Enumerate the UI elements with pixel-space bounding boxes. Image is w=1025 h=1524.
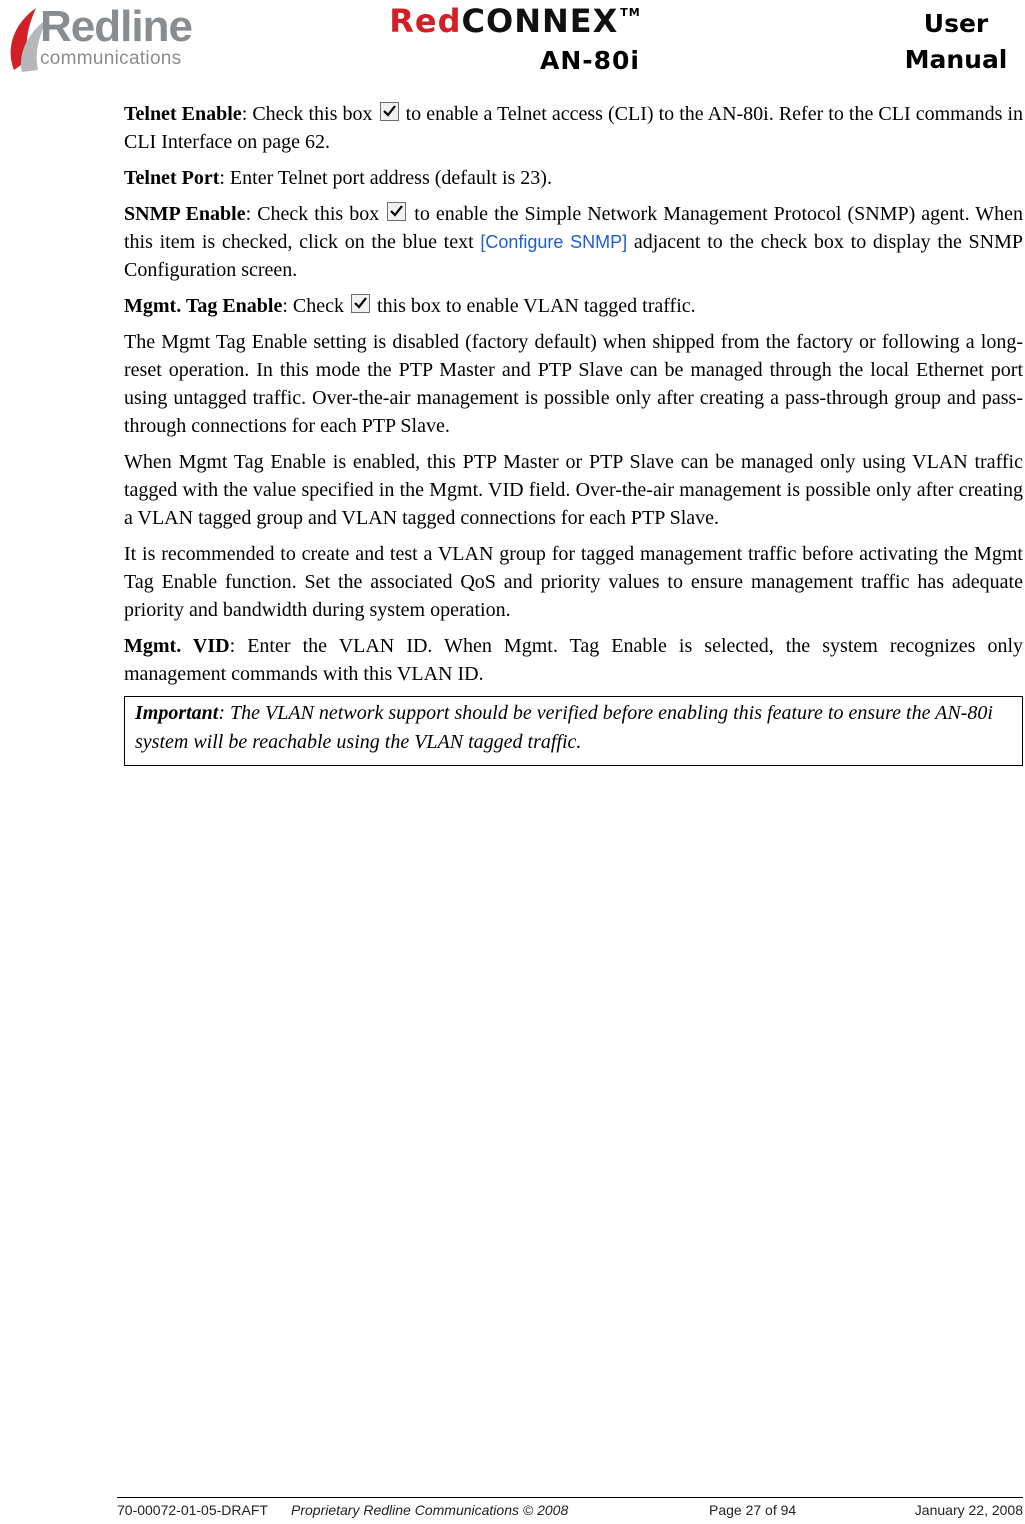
telnet-port-paragraph	[124, 164, 1023, 192]
manual-label-line1: User	[923, 9, 989, 38]
product-name	[300, 2, 730, 40]
checkbox-checked-icon	[387, 202, 406, 221]
product-name-dark: CONNEX	[461, 2, 619, 40]
mgmt-tag-enable-text-after: this box to enable VLAN tagged traffic.	[372, 295, 696, 317]
mgmt-tag-disabled-paragraph: The Mgmt Tag Enable setting is disabled (factory default) when shipped from the factory or following a long-reset operation. In this mode the PTP Master and PTP Slave can be managed through the local Ethernet port using untagged traffic. Over-the-air management is possible only after creating a pass-through group and pass-through connections for each PTP Slave.	[124, 331, 1023, 437]
mgmt-tag-enable-paragraph	[124, 292, 1023, 320]
snmp-enable-term: SNMP Enable	[124, 203, 246, 225]
snmp-enable-text-middle: to enable the Simple Network Management Protocol (SNMP) agent. When this item is checked, click on the blue text	[124, 203, 1024, 253]
mgmt-tag-enable-text-before: : Check	[282, 295, 350, 317]
vlan-recommendation-paragraph: It is recommended to create and test a VLAN group for tagged management traffic before activating the Mgmt Tag Enable function. Set the associated QoS and priority values to ensure management traffic has adequate priority and bandwidth during system operation.	[124, 543, 1023, 621]
page-header	[0, 0, 1025, 95]
mgmt-vid-term: Mgmt. VID	[124, 635, 230, 657]
important-text: : The VLAN network support should be verified before enabling this feature to ensure the AN-80i system will be reachable using the VLAN tagged traffic.	[135, 702, 993, 753]
mgmt-vid-paragraph	[124, 632, 1023, 688]
logo-wordmark: Redline	[40, 2, 192, 51]
footer-page-number: Page 27 of 94	[709, 1502, 797, 1518]
mgmt-tag-enable-term: Mgmt. Tag Enable	[124, 295, 283, 317]
configure-snmp-link[interactable]: [Configure SNMP]	[480, 232, 628, 252]
product-name-red: Red	[389, 2, 462, 40]
telnet-enable-text-after: to enable a Telnet access (CLI) to the AN-80i. Refer to the CLI commands in CLI Interface on page 62.	[124, 103, 1024, 153]
snmp-enable-text-before: : Check this box	[245, 203, 386, 225]
checkbox-checked-icon	[351, 294, 370, 313]
page-footer	[117, 1502, 1023, 1522]
product-model: AN-80i	[539, 46, 640, 75]
redline-logo	[0, 0, 215, 80]
important-term: Important	[135, 702, 219, 724]
trademark-mark: TM	[620, 6, 641, 19]
telnet-port-text: : Enter Telnet port address (default is 23).	[219, 167, 552, 189]
snmp-enable-paragraph	[124, 200, 1023, 284]
telnet-enable-term: Telnet Enable	[124, 103, 242, 125]
footer-doc-number: 70-00072-01-05-DRAFT	[117, 1502, 268, 1518]
logo-tagline: communications	[40, 48, 182, 69]
mgmt-tag-enabled-paragraph: When Mgmt Tag Enable is enabled, this PTP Master or PTP Slave can be managed only using VLAN traffic tagged with the value specified in the Mgmt. VID field. Over-the-air management is possible only after creating a VLAN tagged group and VLAN tagged connections for each PTP Slave.	[124, 451, 1023, 529]
telnet-enable-text-before: : Check this box	[241, 103, 378, 125]
manual-label	[891, 6, 1021, 78]
checkbox-checked-icon	[380, 102, 399, 121]
telnet-enable-paragraph	[124, 100, 1023, 156]
footer-proprietary: Proprietary Redline Communications © 2008	[291, 1502, 569, 1518]
page-content	[124, 100, 1023, 766]
mgmt-vid-text: : Enter the VLAN ID. When Mgmt. Tag Enable is selected, the system recognizes only management commands with this VLAN ID.	[124, 635, 1023, 685]
manual-label-line2: Manual	[904, 45, 1008, 74]
snmp-enable-text-after: adjacent to the check box to display the SNMP Configuration screen.	[124, 231, 1023, 281]
telnet-port-term: Telnet Port	[124, 167, 220, 189]
footer-divider	[117, 1497, 1023, 1498]
footer-date: January 22, 2008	[914, 1502, 1023, 1518]
important-notice-box	[124, 696, 1023, 766]
